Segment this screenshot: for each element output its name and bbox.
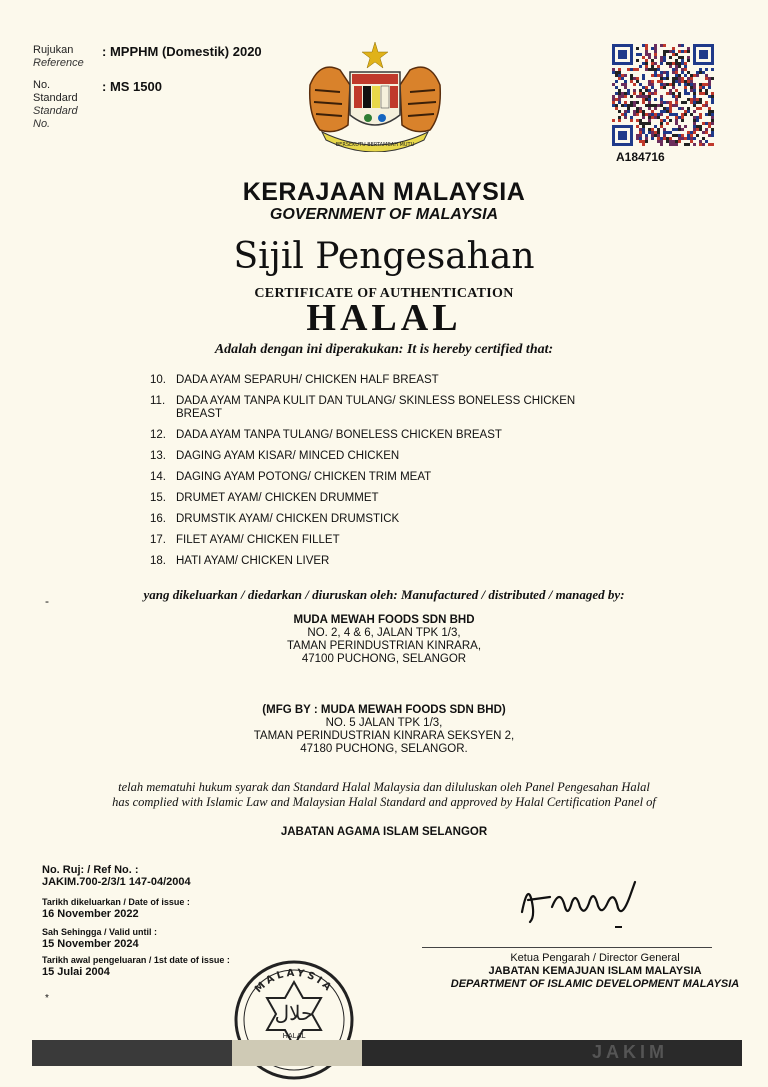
list-item [150,555,610,568]
government-title-en: GOVERNMENT OF MALAYSIA [269,206,499,223]
halal-heading: HALAL [306,297,462,339]
coat-of-arms-emblem [300,40,450,152]
government-title-ms: KERAJAAN MALAYSIA [242,178,526,206]
panel-name: JABATAN AGAMA ISLAM SELANGOR [280,826,488,838]
item-text: DRUMSTIK AYAM/ CHICKEN DRUMSTICK [176,513,400,525]
svg-text:BERSEKUTU BERTAMBAH MUTU: BERSEKUTU BERTAMBAH MUTU [335,142,415,148]
seal-center-text: HALAL [282,1032,306,1040]
item-number: 10. [150,374,166,386]
issue-date-label: Tarikh dikeluarkan / Date of issue : [42,897,190,907]
list-item [150,395,610,421]
standard-label-en: Standard No. [33,105,78,130]
valid-until-value: 15 November 2024 [42,938,139,950]
footer-bar [32,1040,742,1066]
mfg-address-line: TAMAN PERINDUSTRIAN KINRARA SEKSYEN 2, [253,730,515,742]
item-number: 18. [150,555,166,567]
item-text: DAGING AYAM KISAR/ MINCED CHICKEN [176,450,400,462]
list-item [150,492,610,505]
signatory-block [425,952,765,991]
first-issue-value: 15 Julai 2004 [42,966,110,978]
item-text: FILET AYAM/ CHICKEN FILLET [176,534,340,546]
margin-star: * [45,993,49,1004]
company-address-block [0,614,768,666]
mfg-address-block [0,704,768,756]
item-text: DADA AYAM TANPA KULIT DAN TULANG/ SKINLESS BONELESS CHICKEN BREAST [176,395,576,420]
seal-arc-text: MALAYSIA [253,967,335,996]
item-number: 16. [150,513,166,525]
valid-until-label: Sah Sehingga / Valid until : [42,927,158,937]
list-item [150,374,610,387]
standard-label [33,79,93,131]
first-issue-label: Tarikh awal pengeluaran / 1st date of issue : [42,955,230,965]
item-text: DADA AYAM SEPARUH/ CHICKEN HALF BREAST [176,374,439,386]
serial-number: A184716 [616,150,665,164]
ref-number-value: JAKIM.700-2/3/1 147-04/2004 [42,876,191,888]
item-number: 14. [150,471,166,483]
signature-image [510,872,660,932]
signatory-dept-ms: JABATAN KEMAJUAN ISLAM MALAYSIA [488,965,702,977]
company-name: MUDA MEWAH FOODS SDN BHD [293,614,475,626]
reference-label [33,44,84,70]
certificate-title-en: CERTIFICATE OF AUTHENTICATION [254,286,514,301]
item-text: DRUMET AYAM/ CHICKEN DRUMMET [176,492,379,504]
list-item [150,471,610,484]
footer-watermark: JAKIM [592,1042,669,1062]
issue-date-value: 16 November 2022 [42,908,139,920]
item-text: DAGING AYAM POTONG/ CHICKEN TRIM MEAT [176,471,432,483]
svg-text:حلال: حلال [274,1001,314,1025]
item-number: 13. [150,450,166,462]
reference-label-ms: Rujukan [33,44,74,56]
mfg-address-line: NO. 5 JALAN TPK 1/3, [325,717,443,729]
product-list [150,374,610,576]
signature-line [422,947,712,948]
manufactured-by-label: yang dikeluarkan / diedarkan / diuruskan oleh: Manufactured / distributed / managed by: [143,587,625,602]
company-address-line: 47100 PUCHONG, SELANGOR [301,653,467,665]
company-address-line: NO. 2, 4 & 6, JALAN TPK 1/3, [307,627,461,639]
standard-label-ms: No. Standard [33,79,78,104]
mfg-name: (MFG BY : MUDA MEWAH FOODS SDN BHD) [262,704,506,716]
list-item [150,534,610,547]
complied-statement-en: has complied with Islamic Law and Malaysian Halal Standard and approved by Halal Certification Panel of [112,795,656,809]
item-number: 17. [150,534,166,546]
list-item [150,450,610,463]
margin-dash: - [45,594,49,608]
company-address-line: TAMAN PERINDUSTRIAN KINRARA, [286,640,482,652]
item-text: DADA AYAM TANPA TULANG/ BONELESS CHICKEN BREAST [176,429,502,441]
valid-until-block [42,926,157,950]
mfg-address-line: 47180 PUCHONG, SELANGOR. [300,743,468,755]
complied-statement-ms: telah mematuhi hukum syarak dan Standard Halal Malaysia dan diluluskan oleh Panel Pengesahan Halal [118,780,650,794]
reference-number-block [42,864,191,888]
certify-statement: Adalah dengan ini diperakukan: It is hereby certified that: [214,342,554,357]
certificate-title-ms: Sijil Pengesahan [233,236,535,277]
qr-code-icon [612,44,714,146]
item-text: HATI AYAM/ CHICKEN LIVER [176,555,330,567]
item-number: 12. [150,429,166,441]
issue-date-block [42,896,190,920]
reference-label-en: Reference [33,57,84,69]
list-item [150,429,610,442]
ref-number-label: No. Ruj: / Ref No. : [42,864,139,876]
first-issue-block [42,954,230,978]
reference-value: : MPPHM (Domestik) 2020 [102,44,262,59]
list-item [150,513,610,526]
signatory-title: Ketua Pengarah / Director General [510,952,680,964]
signatory-dept-en: DEPARTMENT OF ISLAMIC DEVELOPMENT MALAYSIA [450,978,740,990]
item-number: 15. [150,492,166,504]
item-number: 11. [150,395,166,407]
standard-value: : MS 1500 [102,79,162,94]
